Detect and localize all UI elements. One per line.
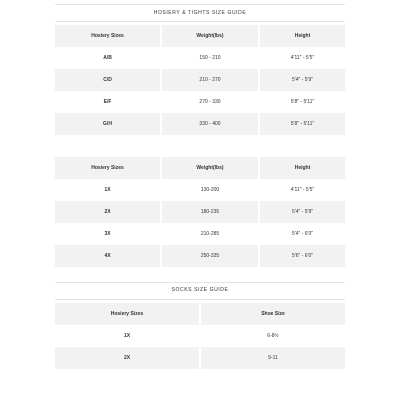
weight-cell: 180-235: [161, 201, 259, 223]
table-row: [55, 223, 345, 245]
size-cell: 3X: [104, 231, 111, 237]
height-cell: 4'11" - 5'5": [259, 47, 345, 69]
hosiery-guide-title: HOSIERY & TIGHTS SIZE GUIDE: [153, 10, 247, 16]
top-divider: [55, 4, 345, 5]
size-cell: 4X: [104, 253, 111, 259]
height-cell: 5'6" - 6'0": [259, 245, 345, 267]
size-cell: A/B: [103, 55, 112, 61]
weight-cell: 270 - 330: [161, 91, 259, 113]
height-cell: 4'11" - 5'5": [259, 179, 345, 201]
plus-size-table: [55, 157, 345, 267]
table-header-row: [55, 303, 345, 325]
table-header-row: [55, 157, 345, 179]
socks-size-table: [55, 303, 345, 369]
table-row: [55, 325, 345, 347]
shoe-size-cell: 6-8½: [200, 325, 345, 347]
column-header-height: Height: [259, 25, 345, 47]
size-cell: C/D: [103, 77, 112, 83]
size-cell: 2X: [104, 209, 111, 215]
column-header-shoe-size: Shoe Size: [200, 303, 345, 325]
column-header-size: Hosiery Sizes: [91, 33, 124, 39]
size-cell: 2X: [123, 355, 131, 361]
shoe-size-cell: 9-11: [200, 347, 345, 369]
table-row: [55, 91, 345, 113]
weight-cell: 250-335: [161, 245, 259, 267]
table-row: [55, 245, 345, 267]
weight-cell: 210-285: [161, 223, 259, 245]
table-header-row: [55, 25, 345, 47]
table-row: [55, 347, 345, 369]
table-row: [55, 179, 345, 201]
socks-guide-title: SOCKS SIZE GUIDE: [171, 287, 229, 293]
height-cell: 5'8" - 5'11": [259, 91, 345, 113]
socks-top-divider: [55, 282, 345, 283]
weight-cell: 330 - 400: [161, 113, 259, 135]
height-cell: 5'4" - 5'9": [259, 69, 345, 91]
hosiery-size-table: [55, 25, 345, 135]
column-header-size: Hosiery Sizes: [91, 165, 124, 171]
socks-title-divider: [55, 299, 345, 300]
column-header-size: Hosiery Sizes: [110, 311, 144, 317]
column-header-weight: Weight(lbs): [161, 25, 259, 47]
weight-cell: 130-200: [161, 179, 259, 201]
height-cell: 5'4" - 5'9": [259, 201, 345, 223]
column-header-height: Height: [259, 157, 345, 179]
size-cell: 1X: [123, 333, 131, 339]
weight-cell: 210 - 270: [161, 69, 259, 91]
size-cell: E/F: [103, 99, 112, 105]
table-row: [55, 201, 345, 223]
table-row: [55, 113, 345, 135]
weight-cell: 150 - 210: [161, 47, 259, 69]
size-cell: 1X: [104, 187, 111, 193]
height-cell: 5'8" - 5'11": [259, 113, 345, 135]
size-cell: G/H: [103, 121, 112, 127]
table-row: [55, 47, 345, 69]
column-header-weight: Weight(lbs): [161, 157, 259, 179]
height-cell: 5'4" - 6'0": [259, 223, 345, 245]
hosiery-title-divider: [55, 21, 345, 22]
table-row: [55, 69, 345, 91]
